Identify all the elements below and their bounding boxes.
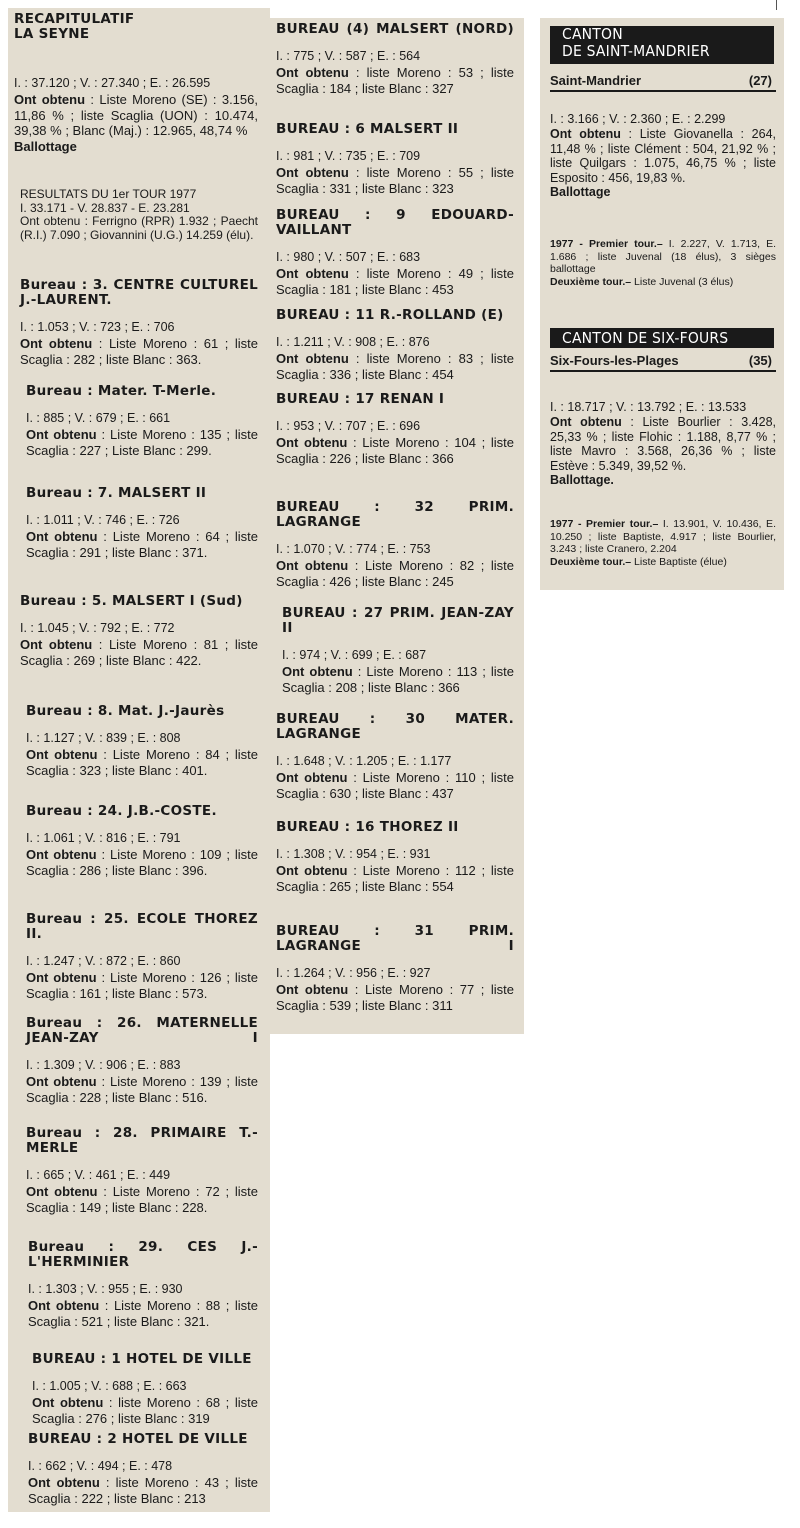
tour-1977-heading: RESULTATS DU 1er TOUR 1977 [20, 187, 197, 201]
previous-text: I. 2.227, V. 1.713, E. 1.686 ; liste Juvenal (18 élus), 3 sièges ballottage [550, 238, 776, 275]
bureau-title: Bureau : 26. MATERNELLE JEAN-ZAY I [26, 1015, 258, 1046]
previous-text: Liste Baptiste (élue) [631, 555, 727, 568]
bureau-results [282, 664, 514, 695]
bureau-stats: I. : 1.648 ; V. : 1.205 ; E. : 1.177 [276, 754, 452, 768]
previous-second-round [550, 556, 776, 569]
results-text: : liste Moreno : 83 ; liste Scaglia : 336 ; liste Blanc : 454 [276, 351, 514, 382]
previous-label: Deuxième tour.– [550, 275, 632, 288]
newsprint-column-3 [540, 18, 784, 590]
bureau-block [276, 820, 514, 894]
bureau-results [276, 863, 514, 894]
tour-1977-block [20, 188, 258, 242]
bureau-results [28, 1475, 258, 1506]
commune-name: Saint-Mandrier [550, 73, 642, 88]
bureau-results [276, 351, 514, 382]
bureau-title: Bureau : 8. Mat. J.-Jaurès [26, 703, 225, 719]
bureau-results [20, 637, 258, 668]
results-label: Ont obtenu [282, 664, 353, 679]
commune-number: (27) [748, 73, 772, 88]
results-label: Ont obtenu [14, 92, 86, 107]
results-label: Ont obtenu [26, 529, 98, 544]
canton-stats: I. : 3.166 ; V. : 2.360 ; E. : 2.299 [550, 112, 726, 126]
saint-mandrier-results [550, 112, 776, 200]
bureau-block [276, 122, 514, 196]
commune-six-fours [550, 352, 776, 372]
six-fours-1977 [550, 518, 776, 568]
results-label: Ont obtenu [26, 847, 97, 862]
results-label: Ont obtenu [26, 1184, 98, 1199]
results-label: Ont obtenu [28, 1298, 100, 1313]
bureau-block [276, 712, 514, 801]
results-label: Ont obtenu [20, 336, 93, 351]
recap-block [14, 12, 258, 154]
results-text: : Liste Moreno : 77 ; liste Scaglia : 539 ; liste Blanc : 311 [276, 982, 514, 1013]
results-text: : Liste Giovanella : 264, 11,48 % ; liste Clément : 504, 21,92 % ; liste Quilgars : 1.075, 46,75 % ; liste Esposito : 456, 19,83 %. [550, 127, 776, 185]
results-label: Ont obtenu [276, 982, 349, 997]
canton-saint-mandrier-header [550, 26, 774, 64]
bureau-stats: I. : 953 ; V. : 707 ; E. : 696 [276, 419, 421, 433]
bureau-title: Bureau : 5. MALSERT I (Sud) [20, 593, 243, 609]
results-label: Ont obtenu [550, 127, 621, 141]
canton-results [550, 127, 776, 185]
results-label: Ont obtenu [276, 351, 349, 366]
bureau-stats: I. : 1.264 ; V. : 956 ; E. : 927 [276, 966, 431, 980]
bureau-stats: I. : 1.247 ; V. : 872 ; E. : 860 [26, 954, 181, 968]
previous-first-round [550, 238, 776, 276]
results-label: Ont obtenu [26, 1074, 97, 1089]
canton-results [550, 415, 776, 473]
canton-ballottage: Ballottage. [550, 473, 614, 487]
previous-first-round [550, 518, 776, 556]
bureau-title: Bureau : Mater. T-Merle. [26, 383, 217, 399]
bureau-title: BUREAU : 11 R.-ROLLAND (E) [276, 307, 504, 323]
bureau-stats: I. : 662 ; V. : 494 ; E. : 478 [28, 1459, 173, 1473]
bureau-stats: I. : 1.308 ; V. : 954 ; E. : 931 [276, 847, 431, 861]
results-label: Ont obtenu [276, 165, 349, 180]
bureau-title: Bureau : 24. J.B.-COSTE. [26, 803, 217, 819]
previous-label: 1977 - Premier tour.– [550, 518, 659, 530]
canton-six-fours-header: CANTON DE SIX-FOURS [550, 328, 774, 348]
bureau-results [26, 529, 258, 560]
bureau-block [276, 500, 514, 589]
results-label: Ont obtenu [276, 770, 348, 785]
bureau-title: BUREAU : 32 PRIM. LAGRANGE [276, 499, 514, 530]
six-fours-results [550, 400, 776, 488]
results-text: : liste Moreno : 43 ; liste Scaglia : 222 ; liste Blanc : 213 [28, 1475, 258, 1506]
canton-stats: I. : 18.717 ; V. : 13.792 ; E. : 13.533 [550, 400, 747, 414]
bureau-stats: I. : 1.061 ; V. : 816 ; E. : 791 [26, 831, 181, 845]
bureau-block [28, 1240, 258, 1329]
bureau-block [26, 1016, 258, 1105]
results-label: Ont obtenu [26, 427, 97, 442]
bureau-title: BUREAU : 30 MATER. LAGRANGE [276, 711, 514, 742]
previous-label: 1977 - Premier tour.– [550, 238, 663, 250]
bureau-block [26, 804, 258, 878]
bureau-results [276, 558, 514, 589]
bureau-block [32, 1352, 258, 1426]
bureau-results [26, 970, 258, 1001]
tour-1977-stats: I. 33.171 - V. 28.837 - E. 23.281 [20, 200, 190, 215]
recap-stats: I. : 37.120 ; V. : 27.340 ; E. : 26.595 [14, 76, 211, 90]
bureau-stats: I. : 1.070 ; V. : 774 ; E. : 753 [276, 542, 431, 556]
bureau-title: Bureau : 7. MALSERT II [26, 485, 207, 501]
results-text: : Liste Moreno : 61 ; liste Scaglia : 282 ; liste Blanc : 363. [20, 336, 258, 367]
commune-name: Six-Fours-les-Plages [550, 353, 679, 368]
bureau-block [26, 704, 258, 778]
bureau-stats: I. : 980 ; V. : 507 ; E. : 683 [276, 250, 421, 264]
results-label: Ont obtenu [276, 863, 348, 878]
bureau-stats: I. : 1.005 ; V. : 688 ; E. : 663 [32, 1379, 187, 1393]
bureau-results [26, 1184, 258, 1215]
recap-ballottage: Ballottage [14, 138, 77, 154]
results-label: Ont obtenu [276, 558, 349, 573]
recap-title: RECAPITULATIF [14, 11, 135, 27]
bureau-title: BUREAU : 2 HOTEL DE VILLE [28, 1431, 248, 1447]
results-text: : Liste Bourlier : 3.428, 25,33 % ; liste Flohic : 1.188, 8,77 % ; liste Mavro : 3.568, 26,36 % ; liste Estève : 5.349, 39,52 %. [550, 415, 777, 473]
commune-number: (35) [748, 353, 772, 368]
bureau-title: BUREAU : 1 HOTEL DE VILLE [32, 1351, 252, 1367]
bureau-title: BUREAU : 16 THOREZ II [276, 819, 459, 835]
results-label: Ont obtenu [276, 266, 349, 281]
results-text: : Liste Moreno : 88 ; liste Scaglia : 521 ; liste Blanc : 321. [28, 1298, 258, 1329]
bureau-block [276, 308, 514, 382]
canton-ballottage: Ballottage [550, 185, 611, 199]
bureau-results [276, 770, 514, 801]
bureau-results [26, 1074, 258, 1105]
bureau-block [282, 606, 514, 695]
bureau-results [26, 747, 258, 778]
results-label: Ont obtenu [28, 1475, 100, 1490]
recap-commune: LA SEYNE [14, 26, 90, 42]
bureau-block [26, 384, 258, 458]
bureau-stats: I. : 1.303 ; V. : 955 ; E. : 930 [28, 1282, 183, 1296]
results-text: : Liste Moreno : 72 ; liste Scaglia : 149 ; liste Blanc : 228. [26, 1184, 258, 1215]
results-text: : Liste Moreno : 64 ; liste Scaglia : 291 ; liste Blanc : 371. [26, 529, 258, 560]
bureau-results [26, 427, 258, 458]
bureau-stats: I. : 974 ; V. : 699 ; E. : 687 [282, 648, 427, 662]
bureau-block [26, 1126, 258, 1215]
saint-mandrier-1977 [550, 238, 776, 288]
recap-results [14, 92, 258, 139]
results-label: Ont obtenu [26, 747, 98, 762]
results-text: : liste Moreno : 53 ; liste Scaglia : 184 ; liste Blanc : 327 [276, 65, 514, 96]
commune-saint-mandrier [550, 72, 776, 92]
results-label: Ont obtenu [20, 637, 93, 652]
canton-header-line: DE SAINT-MANDRIER [562, 42, 710, 60]
bureau-block [26, 912, 258, 1001]
bureau-results [32, 1395, 258, 1426]
results-label: Ont obtenu [550, 415, 622, 429]
bureau-block [276, 392, 514, 466]
results-text: : Liste Moreno : 109 ; liste Scaglia : 286 ; liste Blanc : 396. [26, 847, 258, 878]
bureau-title: BUREAU : 9 EDOUARD-VAILLANT [276, 207, 514, 238]
tour-1977-text: Ont obtenu : Ferrigno (RPR) 1.932 ; Paecht (R.I.) 7.090 ; Giovannini (U.G.) 14.259 (élu). [20, 214, 258, 242]
bureau-stats: I. : 775 ; V. : 587 ; E. : 564 [276, 49, 421, 63]
results-text: : Liste Moreno : 135 ; liste Scaglia : 227 ; Liste Blanc : 299. [26, 427, 258, 458]
bureau-title: Bureau : 25. ECOLE THOREZ II. [26, 911, 258, 942]
results-text: : Liste Moreno (SE) : 3.156, 11,86 % ; liste Scaglia (UON) : 10.474, 39,38 % ; Blanc (Maj.) : 12.965, 48,74 % [14, 92, 258, 138]
bureau-stats: I. : 1.053 ; V. : 723 ; E. : 706 [20, 320, 175, 334]
edge-mark [776, 0, 777, 10]
bureau-title: BUREAU : 31 PRIM. LAGRANGE I [276, 923, 514, 954]
results-label: Ont obtenu [26, 970, 97, 985]
bureau-stats: I. : 981 ; V. : 735 ; E. : 709 [276, 149, 421, 163]
results-label: Ont obtenu [276, 65, 349, 80]
bureau-results [276, 266, 514, 297]
bureau-title: BUREAU (4) MALSERT (NORD) [276, 21, 514, 37]
previous-label: Deuxième tour.– [550, 555, 632, 568]
results-text: : liste Moreno : 55 ; liste Scaglia : 331 ; liste Blanc : 323 [276, 165, 514, 196]
bureau-title: BUREAU : 27 PRIM. JEAN-ZAY II [282, 605, 514, 636]
canton-header-line: CANTON [562, 25, 623, 43]
bureau-block [20, 278, 258, 367]
bureau-stats: I. : 1.011 ; V. : 746 ; E. : 726 [26, 513, 180, 527]
bureau-title: Bureau : 29. CES J.-L'HERMINIER [28, 1239, 258, 1270]
bureau-stats: I. : 1.309 ; V. : 906 ; E. : 883 [26, 1058, 181, 1072]
previous-text: I. 13.901, V. 10.436, E. 10.250 ; liste Baptiste, 4.917 ; liste Bourlier, 3.243 ; liste Cranero, 2.204 [550, 518, 776, 555]
bureau-results [276, 65, 514, 96]
bureau-results [26, 847, 258, 878]
results-text: : Liste Moreno : 104 ; liste Scaglia : 226 ; liste Blanc : 366 [276, 435, 514, 466]
previous-text: Liste Juvenal (3 élus) [631, 275, 734, 288]
bureau-title: Bureau : 28. PRIMAIRE T.-MERLE [26, 1125, 258, 1156]
bureau-block [26, 486, 258, 560]
results-text: : Liste Moreno : 139 ; liste Scaglia : 228 ; liste Blanc : 516. [26, 1074, 258, 1105]
bureau-block [20, 594, 258, 668]
previous-second-round [550, 276, 776, 289]
results-text: : liste Moreno : 68 ; liste Scaglia : 276 ; liste Blanc : 319 [32, 1395, 258, 1426]
results-label: Ont obtenu [32, 1395, 104, 1410]
bureau-results [276, 982, 514, 1013]
bureau-title: Bureau : 3. CENTRE CULTUREL J.-LAURENT. [20, 277, 258, 308]
results-text: : Liste Moreno : 113 ; liste Scaglia : 208 ; liste Blanc : 366 [282, 664, 514, 695]
results-text: : Liste Moreno : 81 ; liste Scaglia : 269 ; liste Blanc : 422. [20, 637, 258, 668]
bureau-results [28, 1298, 258, 1329]
bureau-block [276, 22, 514, 96]
results-text: : Liste Moreno : 112 ; liste Scaglia : 265 ; liste Blanc : 554 [276, 863, 514, 894]
results-text: : Liste Moreno : 126 ; liste Scaglia : 161 ; liste Blanc : 573. [26, 970, 258, 1001]
bureau-stats: I. : 1.127 ; V. : 839 ; E. : 808 [26, 731, 181, 745]
bureau-stats: I. : 1.211 ; V. : 908 ; E. : 876 [276, 335, 430, 349]
bureau-title: BUREAU : 17 RENAN I [276, 391, 445, 407]
results-text: : Liste Moreno : 110 ; liste Scaglia : 630 ; liste Blanc : 437 [276, 770, 514, 801]
bureau-title: BUREAU : 6 MALSERT II [276, 121, 459, 137]
bureau-stats: I. : 665 ; V. : 461 ; E. : 449 [26, 1168, 171, 1182]
bureau-results [276, 165, 514, 196]
bureau-results [20, 336, 258, 367]
bureau-stats: I. : 885 ; V. : 679 ; E. : 661 [26, 411, 171, 425]
results-text: : Liste Moreno : 82 ; liste Scaglia : 426 ; liste Blanc : 245 [276, 558, 514, 589]
bureau-stats: I. : 1.045 ; V. : 792 ; E. : 772 [20, 621, 175, 635]
results-text: : Liste Moreno : 84 ; liste Scaglia : 323 ; liste Blanc : 401. [26, 747, 258, 778]
results-text: : liste Moreno : 49 ; liste Scaglia : 181 ; liste Blanc : 453 [276, 266, 514, 297]
bureau-block [276, 208, 514, 297]
bureau-block [276, 924, 514, 1013]
results-label: Ont obtenu [276, 435, 348, 450]
bureau-results [276, 435, 514, 466]
bureau-block [28, 1432, 258, 1506]
